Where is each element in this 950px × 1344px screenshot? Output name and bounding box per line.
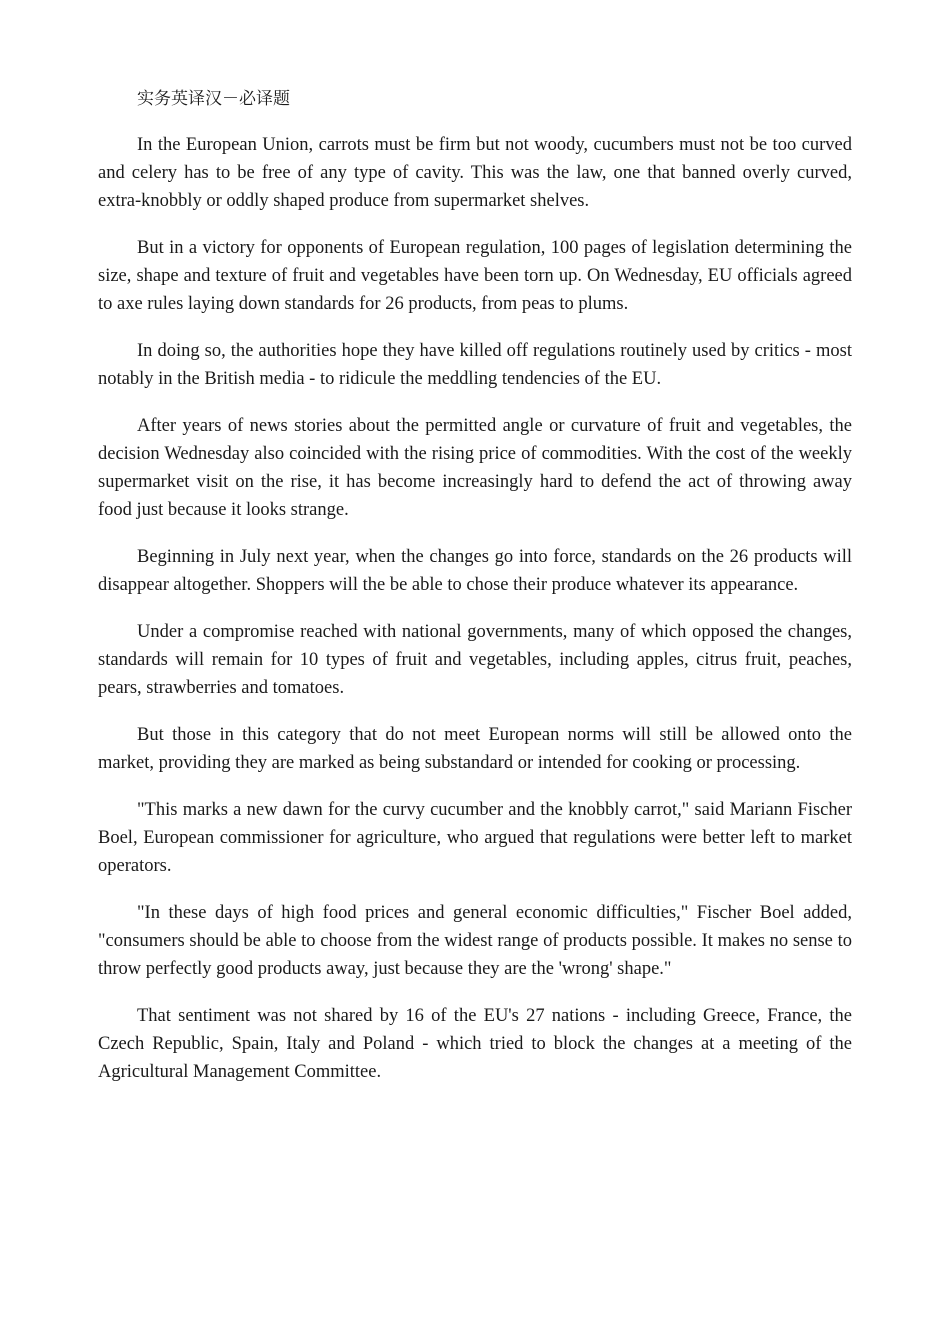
paragraph-10: That sentiment was not shared by 16 of the EU's 27 nations - including Greece, France, the Czech Republic, Spain, Italy and Poland - which tried to block the changes at a meeting of the Agricultural Management Committee. [98, 1006, 852, 1082]
document-heading: 实务英译汉－必译题 [137, 89, 290, 109]
document-page [98, 86, 852, 1105]
paragraph-5: Beginning in July next year, when the changes go into force, standards on the 26 products will disappear altogether. Shoppers will the be able to chose their produce whatever its appearance. [98, 547, 852, 595]
paragraph-4: After years of news stories about the permitted angle or curvature of fruit and vegetables, the decision Wednesday also coincided with the rising price of commodities. With the cost of the weekly supermarket visit on the rise, it has become increasingly hard to defend the act of throwing away food just because it looks strange. [98, 416, 852, 520]
paragraph-6: Under a compromise reached with national governments, many of which opposed the changes, standards will remain for 10 types of fruit and vegetables, including apples, citrus fruit, peaches, pears, strawberries and tomatoes. [98, 622, 852, 698]
paragraph-1: In the European Union, carrots must be firm but not woody, cucumbers must not be too curved and celery has to be free of any type of cavity. This was the law, one that banned overly curved, extra-knobbly or oddly shaped produce from supermarket shelves. [98, 135, 852, 211]
paragraph-9: "In these days of high food prices and general economic difficulties," Fischer Boel added, "consumers should be able to choose from the widest range of products possible. It makes no sense to throw perfectly good products away, just because they are the 'wrong' shape." [98, 903, 852, 979]
paragraph-3: In doing so, the authorities hope they have killed off regulations routinely used by critics - most notably in the British media - to ridicule the meddling tendencies of the EU. [98, 341, 852, 389]
paragraph-7: But those in this category that do not meet European norms will still be allowed onto the market, providing they are marked as being substandard or intended for cooking or processing. [98, 725, 852, 773]
paragraph-2: But in a victory for opponents of European regulation, 100 pages of legislation determining the size, shape and texture of fruit and vegetables have been torn up. On Wednesday, EU officials agreed to axe rules laying down standards for 26 products, from peas to plums. [98, 238, 852, 314]
paragraph-8: "This marks a new dawn for the curvy cucumber and the knobbly carrot," said Mariann Fischer Boel, European commissioner for agriculture, who argued that regulations were better left to market operators. [98, 800, 852, 876]
